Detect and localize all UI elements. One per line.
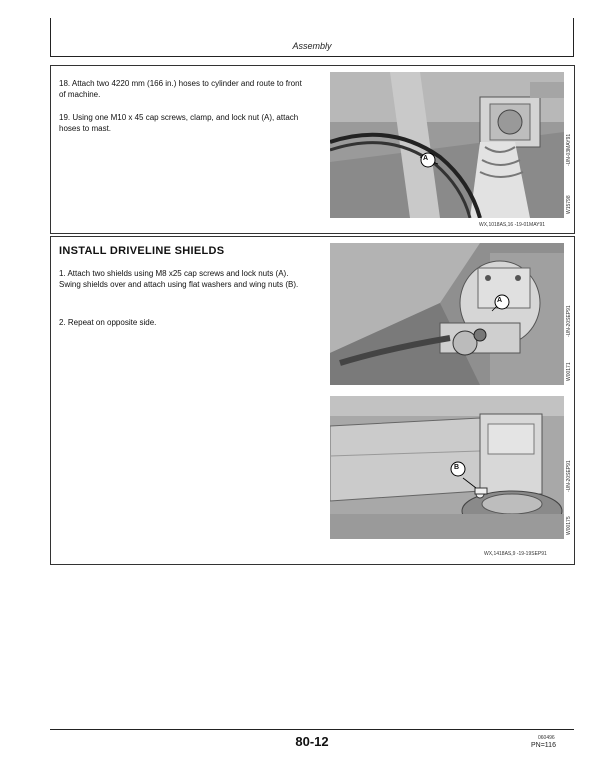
photo-hose-mast bbox=[330, 72, 564, 218]
photo-ref-bottom: W15798 bbox=[566, 195, 572, 214]
section1-caption: WX,1018AS,16 -19-01MAY91 bbox=[479, 222, 546, 228]
page-title: Assembly bbox=[292, 41, 332, 51]
photo1-ref-top: -UN-20SEP91 bbox=[566, 305, 572, 337]
photo2-ref-top: -UN-20SEP91 bbox=[566, 460, 572, 492]
step-2-text: 2. Repeat on opposite side. bbox=[59, 318, 157, 327]
photo-shield-lock-nut bbox=[330, 243, 564, 385]
header-rule-bottom bbox=[50, 56, 574, 57]
step-1-text: 1. Attach two shields using M8 x25 cap screws and lock nuts (A). Swing shields over and attach using flat washers and wing nuts (B). bbox=[59, 269, 299, 289]
photo2-ref-bottom: W00175 bbox=[566, 516, 572, 535]
photo1-ref-bottom: W00171 bbox=[566, 362, 572, 381]
section-hose-routing bbox=[50, 65, 575, 234]
footer-rule bbox=[50, 729, 574, 730]
callout-a-label: A bbox=[497, 297, 503, 304]
photo-shield-wing-nut bbox=[330, 396, 564, 539]
footer-pn: PN=116 bbox=[531, 742, 556, 749]
callout-a-label: A bbox=[423, 155, 429, 162]
step-19-text: 19. Using one M10 x 45 cap screws, clamp, and lock nut (A), attach hoses to mast. bbox=[59, 113, 299, 133]
footer-code: 060496 bbox=[538, 735, 555, 741]
section2-caption: WX,1418AS,9 -19-19SEP91 bbox=[484, 551, 547, 557]
page-number: 80-12 bbox=[295, 734, 329, 749]
section-heading: INSTALL DRIVELINE SHIELDS bbox=[59, 245, 225, 257]
section-driveline-shields bbox=[50, 236, 575, 565]
step-18-text: 18. Attach two 4220 mm (166 in.) hoses to cylinder and route to front of machine. bbox=[59, 79, 302, 99]
callout-b-label: B bbox=[454, 464, 460, 471]
photo-ref-top: -UN-03MAY91 bbox=[566, 133, 572, 166]
